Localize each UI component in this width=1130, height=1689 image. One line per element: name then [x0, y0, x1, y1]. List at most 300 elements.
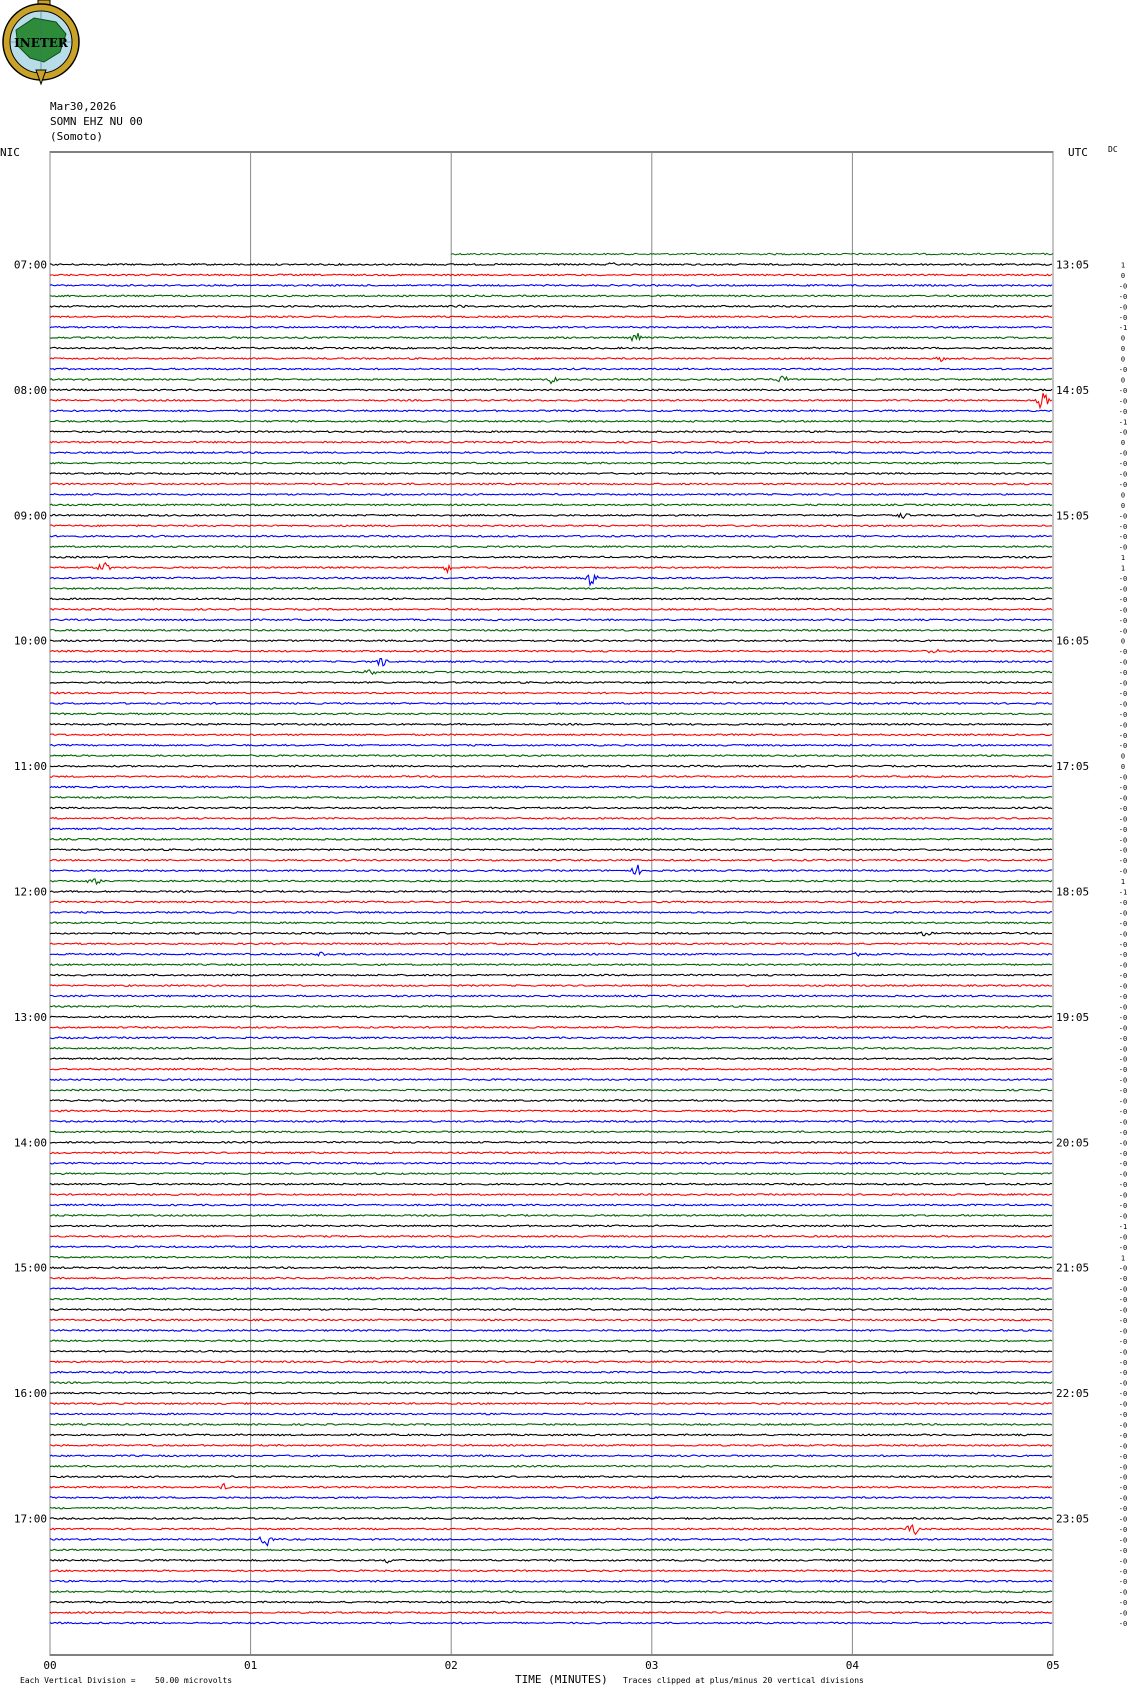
utc-hour-label: 18:05	[1056, 885, 1090, 899]
seismic-trace	[50, 1089, 1052, 1091]
seismic-trace	[50, 1434, 1052, 1436]
trace-offset-label: -0	[1118, 1505, 1128, 1514]
trace-offset-label: -0	[1118, 930, 1128, 939]
seismic-trace	[50, 1612, 1052, 1614]
seismic-trace	[50, 1484, 1052, 1489]
trace-offset-label: -0	[1118, 1243, 1128, 1252]
seismic-trace	[50, 828, 1052, 830]
trace-offset-label: -0	[1118, 1055, 1128, 1064]
seismic-trace	[50, 1466, 1052, 1468]
seismic-trace	[50, 1016, 1052, 1018]
trace-offset-label: -0	[1118, 909, 1128, 918]
x-tick-label: 01	[243, 1659, 258, 1672]
trace-offset-label: -0	[1118, 1431, 1128, 1440]
utc-hour-label: 16:05	[1056, 634, 1090, 648]
trace-offset-label: 0	[1120, 763, 1126, 772]
trace-offset-label: -0	[1118, 1118, 1128, 1127]
trace-offset-label: -0	[1118, 940, 1128, 949]
seismic-trace	[50, 263, 1052, 266]
trace-offset-label: -0	[1118, 1034, 1128, 1043]
seismic-trace	[50, 786, 1052, 788]
trace-offset-label: -0	[1118, 1620, 1128, 1628]
trace-offset-label: -0	[1118, 470, 1128, 479]
seismic-trace	[50, 609, 1052, 611]
trace-offset-label: -0	[1118, 1202, 1128, 1210]
x-tick-label: 04	[845, 1659, 860, 1672]
seismic-trace	[50, 932, 1052, 936]
seismic-trace	[50, 563, 1052, 572]
trace-offset-label: -0	[1118, 721, 1128, 730]
seismic-trace	[50, 1162, 1052, 1164]
seismic-trace	[50, 1027, 1052, 1029]
trace-offset-label: -0	[1118, 1525, 1128, 1534]
trace-offset-label: -0	[1118, 794, 1128, 803]
seismic-trace	[50, 1152, 1052, 1154]
seismic-trace	[50, 922, 1052, 924]
trace-offset-label: -0	[1118, 1024, 1128, 1033]
seismic-trace	[50, 640, 1052, 642]
trace-offset-label: -0	[1118, 815, 1128, 824]
seismic-trace	[50, 473, 1052, 475]
seismic-trace	[50, 1121, 1052, 1123]
nic-hour-label: 13:00	[13, 1010, 47, 1024]
seismic-trace	[50, 1537, 1052, 1546]
seismic-trace	[50, 357, 1052, 361]
trace-offset-label: -0	[1118, 585, 1128, 594]
seismic-trace	[50, 326, 1052, 328]
left-timezone-label: NIC	[0, 146, 20, 159]
seismic-trace	[50, 1048, 1052, 1050]
trace-offset-label: -0	[1118, 1327, 1128, 1336]
trace-offset-label: -0	[1118, 522, 1128, 531]
utc-hour-label: 23:05	[1056, 1512, 1090, 1526]
nic-hour-label: 08:00	[13, 383, 47, 397]
trace-offset-label: -0	[1118, 1087, 1128, 1096]
seismic-trace	[50, 393, 1052, 407]
trace-offset-label: -0	[1118, 1546, 1128, 1555]
trace-offset-label: -0	[1118, 961, 1128, 970]
division-value: 50.00 microvolts	[155, 1676, 233, 1685]
seismic-trace	[50, 1497, 1052, 1499]
nic-hour-label: 14:00	[13, 1136, 47, 1150]
trace-offset-label: -0	[1118, 1097, 1128, 1106]
seismic-trace	[50, 1392, 1052, 1394]
trace-offset-label: -0	[1118, 1045, 1128, 1054]
trace-offset-label: -0	[1118, 1296, 1128, 1305]
utc-hour-label: 15:05	[1056, 509, 1090, 523]
trace-offset-label: -0	[1118, 804, 1128, 813]
seismic-trace	[50, 1309, 1052, 1311]
trace-offset-label: -0	[1118, 1473, 1128, 1482]
seismic-trace	[50, 807, 1052, 809]
trace-offset-label: 0	[1120, 752, 1126, 761]
seismic-trace	[50, 1215, 1052, 1217]
seismic-trace	[50, 1006, 1052, 1008]
trace-offset-label: 0	[1120, 491, 1126, 500]
seismic-trace	[50, 1476, 1052, 1478]
trace-offset-label: -0	[1118, 1066, 1128, 1075]
seismic-trace	[50, 619, 1052, 621]
trace-offset-label: -0	[1118, 710, 1128, 719]
x-axis-title: TIME (MINUTES)	[515, 1673, 608, 1686]
trace-offset-label: -0	[1118, 1557, 1128, 1566]
seismic-trace	[50, 765, 1052, 767]
trace-offset-label: -0	[1118, 533, 1128, 542]
x-tick-label: 02	[444, 1659, 458, 1672]
utc-hour-label: 13:05	[1056, 258, 1090, 272]
trace-offset-label: 1	[1120, 564, 1126, 573]
trace-offset-label: -0	[1118, 731, 1128, 740]
trace-offset-label: -0	[1118, 1599, 1128, 1608]
trace-offset-label: -0	[1118, 1285, 1128, 1294]
seismic-trace	[50, 1413, 1052, 1415]
trace-offset-label: -0	[1118, 1348, 1128, 1357]
trace-offset-label: -0	[1118, 867, 1128, 876]
seismic-trace	[50, 525, 1052, 527]
seismic-trace	[50, 575, 1052, 585]
seismic-trace	[50, 1382, 1052, 1384]
trace-offset-label: -0	[1118, 1494, 1128, 1503]
seismic-trace	[50, 1058, 1052, 1060]
seismic-trace	[50, 274, 1052, 276]
seismic-trace	[50, 333, 1052, 341]
seismic-trace	[50, 1204, 1052, 1206]
trace-offset-label: -0	[1118, 575, 1128, 583]
seismic-trace	[50, 316, 1052, 318]
seismic-trace	[50, 985, 1052, 987]
utc-hour-label: 22:05	[1056, 1387, 1090, 1401]
seismic-trace	[50, 1371, 1052, 1373]
seismic-trace	[50, 901, 1052, 903]
seismic-trace	[50, 1570, 1052, 1572]
trace-offset-label: -0	[1118, 627, 1128, 636]
seismic-trace	[50, 1142, 1052, 1144]
seismic-trace	[50, 849, 1052, 851]
trace-offset-label: -0	[1118, 648, 1128, 657]
seismic-trace	[50, 421, 1052, 423]
seismic-trace	[50, 682, 1052, 684]
seismic-trace	[50, 1340, 1052, 1342]
seismic-trace	[50, 494, 1052, 496]
plot-frame	[50, 152, 1053, 1655]
seismic-trace	[50, 431, 1052, 433]
trace-offset-label: -0	[1118, 1181, 1128, 1190]
seismic-trace	[50, 703, 1052, 705]
trace-offset-label: -0	[1118, 951, 1128, 960]
clip-note: Traces clipped at plus/minus 20 vertical divisions	[623, 1676, 864, 1685]
trace-offset-label: -0	[1118, 825, 1128, 834]
seismic-trace	[50, 1267, 1052, 1269]
seismic-trace	[50, 713, 1052, 715]
trace-offset-label: -0	[1118, 1609, 1128, 1618]
trace-offset-label: -0	[1118, 1233, 1128, 1242]
trace-offset-label: 0	[1120, 334, 1126, 343]
trace-offset-label: -0	[1118, 1379, 1128, 1388]
trace-offset-label: -0	[1118, 1484, 1128, 1493]
trace-offset-label: 0	[1120, 439, 1126, 448]
seismic-trace	[50, 670, 1052, 674]
seismic-trace	[50, 1560, 1052, 1563]
seismic-trace	[50, 1525, 1052, 1534]
x-tick-label: 03	[645, 1659, 659, 1672]
trace-offset-label: -0	[1118, 972, 1128, 981]
seismic-trace	[50, 630, 1052, 632]
trace-offset-label: -0	[1118, 1160, 1128, 1169]
x-tick-label: 05	[1046, 1659, 1060, 1672]
seismic-trace	[50, 1424, 1052, 1426]
trace-offset-label: -0	[1118, 1107, 1128, 1116]
trace-offset-label: -0	[1118, 658, 1128, 667]
station-label: SOMN EHZ NU 00	[50, 115, 143, 128]
location-label: (Somoto)	[50, 130, 103, 143]
nic-hour-label: 11:00	[13, 760, 47, 774]
trace-offset-label: -0	[1118, 397, 1128, 406]
trace-offset-label: 1	[1120, 1254, 1126, 1263]
seismic-trace	[50, 1518, 1052, 1520]
trace-offset-label: -0	[1118, 449, 1128, 458]
seismic-trace	[50, 1319, 1052, 1321]
trace-offset-label: -0	[1118, 846, 1128, 855]
trace-offset-label: -0	[1118, 1390, 1128, 1399]
seismic-trace	[50, 1225, 1052, 1227]
trace-offset-label: -0	[1118, 1515, 1128, 1524]
seismic-trace	[50, 1601, 1052, 1603]
utc-hour-label: 20:05	[1056, 1136, 1090, 1150]
trace-offset-label: -0	[1118, 1536, 1128, 1545]
trace-offset-label: -0	[1118, 1400, 1128, 1409]
seismic-trace	[50, 1068, 1052, 1070]
seismic-trace	[50, 1257, 1052, 1259]
seismic-trace	[50, 1236, 1052, 1238]
logo-text: INETER	[14, 36, 68, 50]
trace-offset-label: -0	[1118, 993, 1128, 1001]
seismic-trace	[50, 588, 1052, 590]
trace-offset-label: -0	[1118, 1149, 1128, 1158]
nic-hour-label: 17:00	[13, 1512, 47, 1526]
trace-offset-label: -1	[1118, 888, 1128, 897]
trace-offset-label: -0	[1118, 1442, 1128, 1451]
trace-offset-label: -0	[1118, 679, 1128, 688]
seismic-trace	[50, 1330, 1052, 1332]
trace-offset-label: -0	[1118, 595, 1128, 604]
nic-hour-label: 16:00	[13, 1387, 47, 1401]
seismic-trace	[50, 692, 1052, 694]
trace-offset-label: -0	[1118, 689, 1128, 698]
seismic-trace	[50, 1131, 1052, 1133]
seismic-trace	[50, 1580, 1052, 1582]
trace-offset-label: -0	[1118, 313, 1128, 322]
trace-offset-label: -0	[1118, 1212, 1128, 1221]
nic-hour-label: 15:00	[13, 1261, 47, 1275]
seismic-trace	[50, 441, 1052, 443]
trace-offset-label: -0	[1118, 1013, 1128, 1022]
trace-offset-label: -0	[1118, 543, 1128, 552]
trace-offset-label: -0	[1118, 1369, 1128, 1378]
seismic-trace	[50, 1351, 1052, 1353]
trace-offset-label: -0	[1118, 1337, 1128, 1346]
trace-offset-label: 0	[1120, 376, 1126, 385]
utc-hour-label: 19:05	[1056, 1010, 1090, 1024]
seismic-trace	[50, 389, 1052, 391]
trace-offset-label: -0	[1118, 773, 1128, 782]
seismic-trace	[50, 974, 1052, 976]
utc-hour-label: 17:05	[1056, 760, 1090, 774]
seismic-trace	[50, 504, 1052, 506]
trace-offset-label: -0	[1118, 480, 1128, 489]
trace-offset-label: -0	[1118, 1275, 1128, 1284]
seismic-trace	[50, 285, 1052, 287]
trace-offset-label: -0	[1118, 282, 1128, 291]
trace-offset-label: -1	[1118, 1222, 1128, 1231]
trace-offset-label: -1	[1118, 324, 1128, 333]
trace-offset-label: -0	[1118, 784, 1128, 792]
trace-offset-label: -0	[1118, 1358, 1128, 1367]
seismic-trace	[50, 410, 1052, 412]
seismic-trace	[50, 1403, 1052, 1405]
right-timezone-label: UTC	[1068, 146, 1088, 159]
trace-offset-label: -0	[1118, 1191, 1128, 1200]
corner-tag: DC	[1108, 145, 1118, 154]
seismic-trace	[50, 295, 1052, 297]
seismic-trace	[50, 724, 1052, 726]
trace-offset-label: 1	[1120, 261, 1126, 270]
seismic-trace	[50, 859, 1052, 861]
trace-offset-label: -0	[1118, 292, 1128, 301]
trace-offset-label: -0	[1118, 366, 1128, 374]
trace-offset-label: -0	[1118, 1170, 1128, 1179]
seismic-trace	[50, 943, 1052, 945]
seismic-trace	[50, 1288, 1052, 1290]
seismic-trace	[50, 1194, 1052, 1196]
trace-offset-label: -0	[1118, 1452, 1128, 1461]
seismic-trace	[50, 755, 1052, 757]
trace-offset-label: -0	[1118, 700, 1128, 709]
seismic-trace	[50, 556, 1052, 558]
seismic-trace	[50, 744, 1052, 746]
seismic-trace	[50, 952, 1052, 956]
trace-offset-label: -0	[1118, 898, 1128, 907]
trace-offset-label: -0	[1118, 1567, 1128, 1576]
nic-hour-label: 10:00	[13, 634, 47, 648]
seismic-trace	[451, 253, 1052, 255]
seismic-trace	[50, 1037, 1052, 1039]
utc-hour-label: 21:05	[1056, 1261, 1090, 1275]
trace-offset-label: -0	[1118, 1411, 1128, 1419]
trace-offset-label: -0	[1118, 512, 1128, 521]
seismic-trace	[50, 368, 1052, 370]
trace-offset-label: -0	[1118, 407, 1128, 416]
trace-offset-label: -0	[1118, 1128, 1128, 1137]
date-label: Mar30,2026	[50, 100, 117, 113]
trace-offset-label: -0	[1118, 669, 1128, 678]
trace-offset-label: -0	[1118, 386, 1128, 395]
seismic-trace	[50, 734, 1052, 736]
trace-offset-label: -0	[1118, 1003, 1128, 1012]
trace-offset-label: -0	[1118, 1463, 1128, 1472]
trace-offset-label: -0	[1118, 1421, 1128, 1430]
trace-offset-label: 0	[1120, 345, 1126, 354]
seismic-trace	[50, 1455, 1052, 1457]
seismic-trace	[50, 865, 1052, 874]
trace-offset-label: 1	[1120, 554, 1126, 563]
seismic-trace	[50, 1622, 1052, 1624]
seismic-trace	[50, 879, 1052, 884]
trace-offset-label: -0	[1118, 836, 1128, 845]
division-note: Each Vertical Division =	[20, 1676, 136, 1685]
utc-hour-label: 14:05	[1056, 383, 1090, 397]
seismic-trace	[50, 1298, 1052, 1300]
seismic-trace	[50, 514, 1052, 519]
seismic-trace	[50, 347, 1052, 349]
trace-offset-label: -0	[1118, 1139, 1128, 1148]
trace-offset-label: -0	[1118, 1578, 1128, 1587]
trace-offset-label: 0	[1120, 271, 1126, 280]
seismic-trace	[50, 483, 1052, 485]
seismic-trace	[50, 535, 1052, 537]
trace-offset-label: 0	[1120, 637, 1126, 646]
trace-offset-label: 0	[1120, 501, 1126, 510]
trace-offset-label: -0	[1118, 616, 1128, 625]
seismic-trace	[50, 1246, 1052, 1248]
seismic-trace	[50, 452, 1052, 454]
trace-offset-label: 0	[1120, 355, 1126, 364]
trace-offset-label: -1	[1118, 418, 1128, 427]
seismic-trace	[50, 1110, 1052, 1112]
seismic-trace	[50, 891, 1052, 893]
trace-offset-label: -0	[1118, 742, 1128, 751]
trace-offset-label: -0	[1118, 857, 1128, 866]
seismic-trace	[50, 1277, 1052, 1279]
seismic-trace	[50, 376, 1052, 383]
seismic-trace	[50, 1507, 1052, 1509]
trace-offset-label: -0	[1118, 1076, 1128, 1085]
seismic-trace	[50, 839, 1052, 841]
trace-offset-label: 1	[1120, 878, 1126, 887]
seismic-trace	[50, 1549, 1052, 1551]
seismic-trace	[50, 1183, 1052, 1185]
seismic-trace	[50, 305, 1052, 307]
trace-offset-label: -0	[1118, 1588, 1128, 1597]
seismic-trace	[50, 1361, 1052, 1363]
seismic-trace	[50, 659, 1052, 666]
nic-hour-label: 12:00	[13, 885, 47, 899]
nic-hour-label: 07:00	[13, 258, 47, 272]
seismic-trace	[50, 776, 1052, 778]
trace-offset-label: -0	[1118, 919, 1128, 928]
seismic-trace	[50, 462, 1052, 464]
nic-hour-label: 09:00	[13, 509, 47, 523]
trace-offset-label: -0	[1118, 460, 1128, 469]
seismic-trace	[50, 797, 1052, 799]
trace-offset-label: -0	[1118, 1264, 1128, 1273]
trace-offset-label: -0	[1118, 982, 1128, 991]
seismic-trace	[50, 650, 1052, 653]
trace-offset-label: -0	[1118, 1316, 1128, 1325]
seismic-trace	[50, 1079, 1052, 1081]
trace-offset-label: -0	[1118, 428, 1128, 437]
trace-offset-label: -0	[1118, 606, 1128, 615]
seismic-trace	[50, 1173, 1052, 1175]
seismic-trace	[50, 546, 1052, 548]
seismic-trace	[50, 1100, 1052, 1102]
seismic-trace	[50, 995, 1052, 997]
seismic-trace	[50, 912, 1052, 914]
seismic-trace	[50, 1591, 1052, 1593]
seismic-trace	[50, 1445, 1052, 1447]
seismic-trace	[50, 598, 1052, 600]
trace-offset-label: -0	[1118, 1306, 1128, 1315]
trace-offset-label: -0	[1118, 303, 1128, 312]
